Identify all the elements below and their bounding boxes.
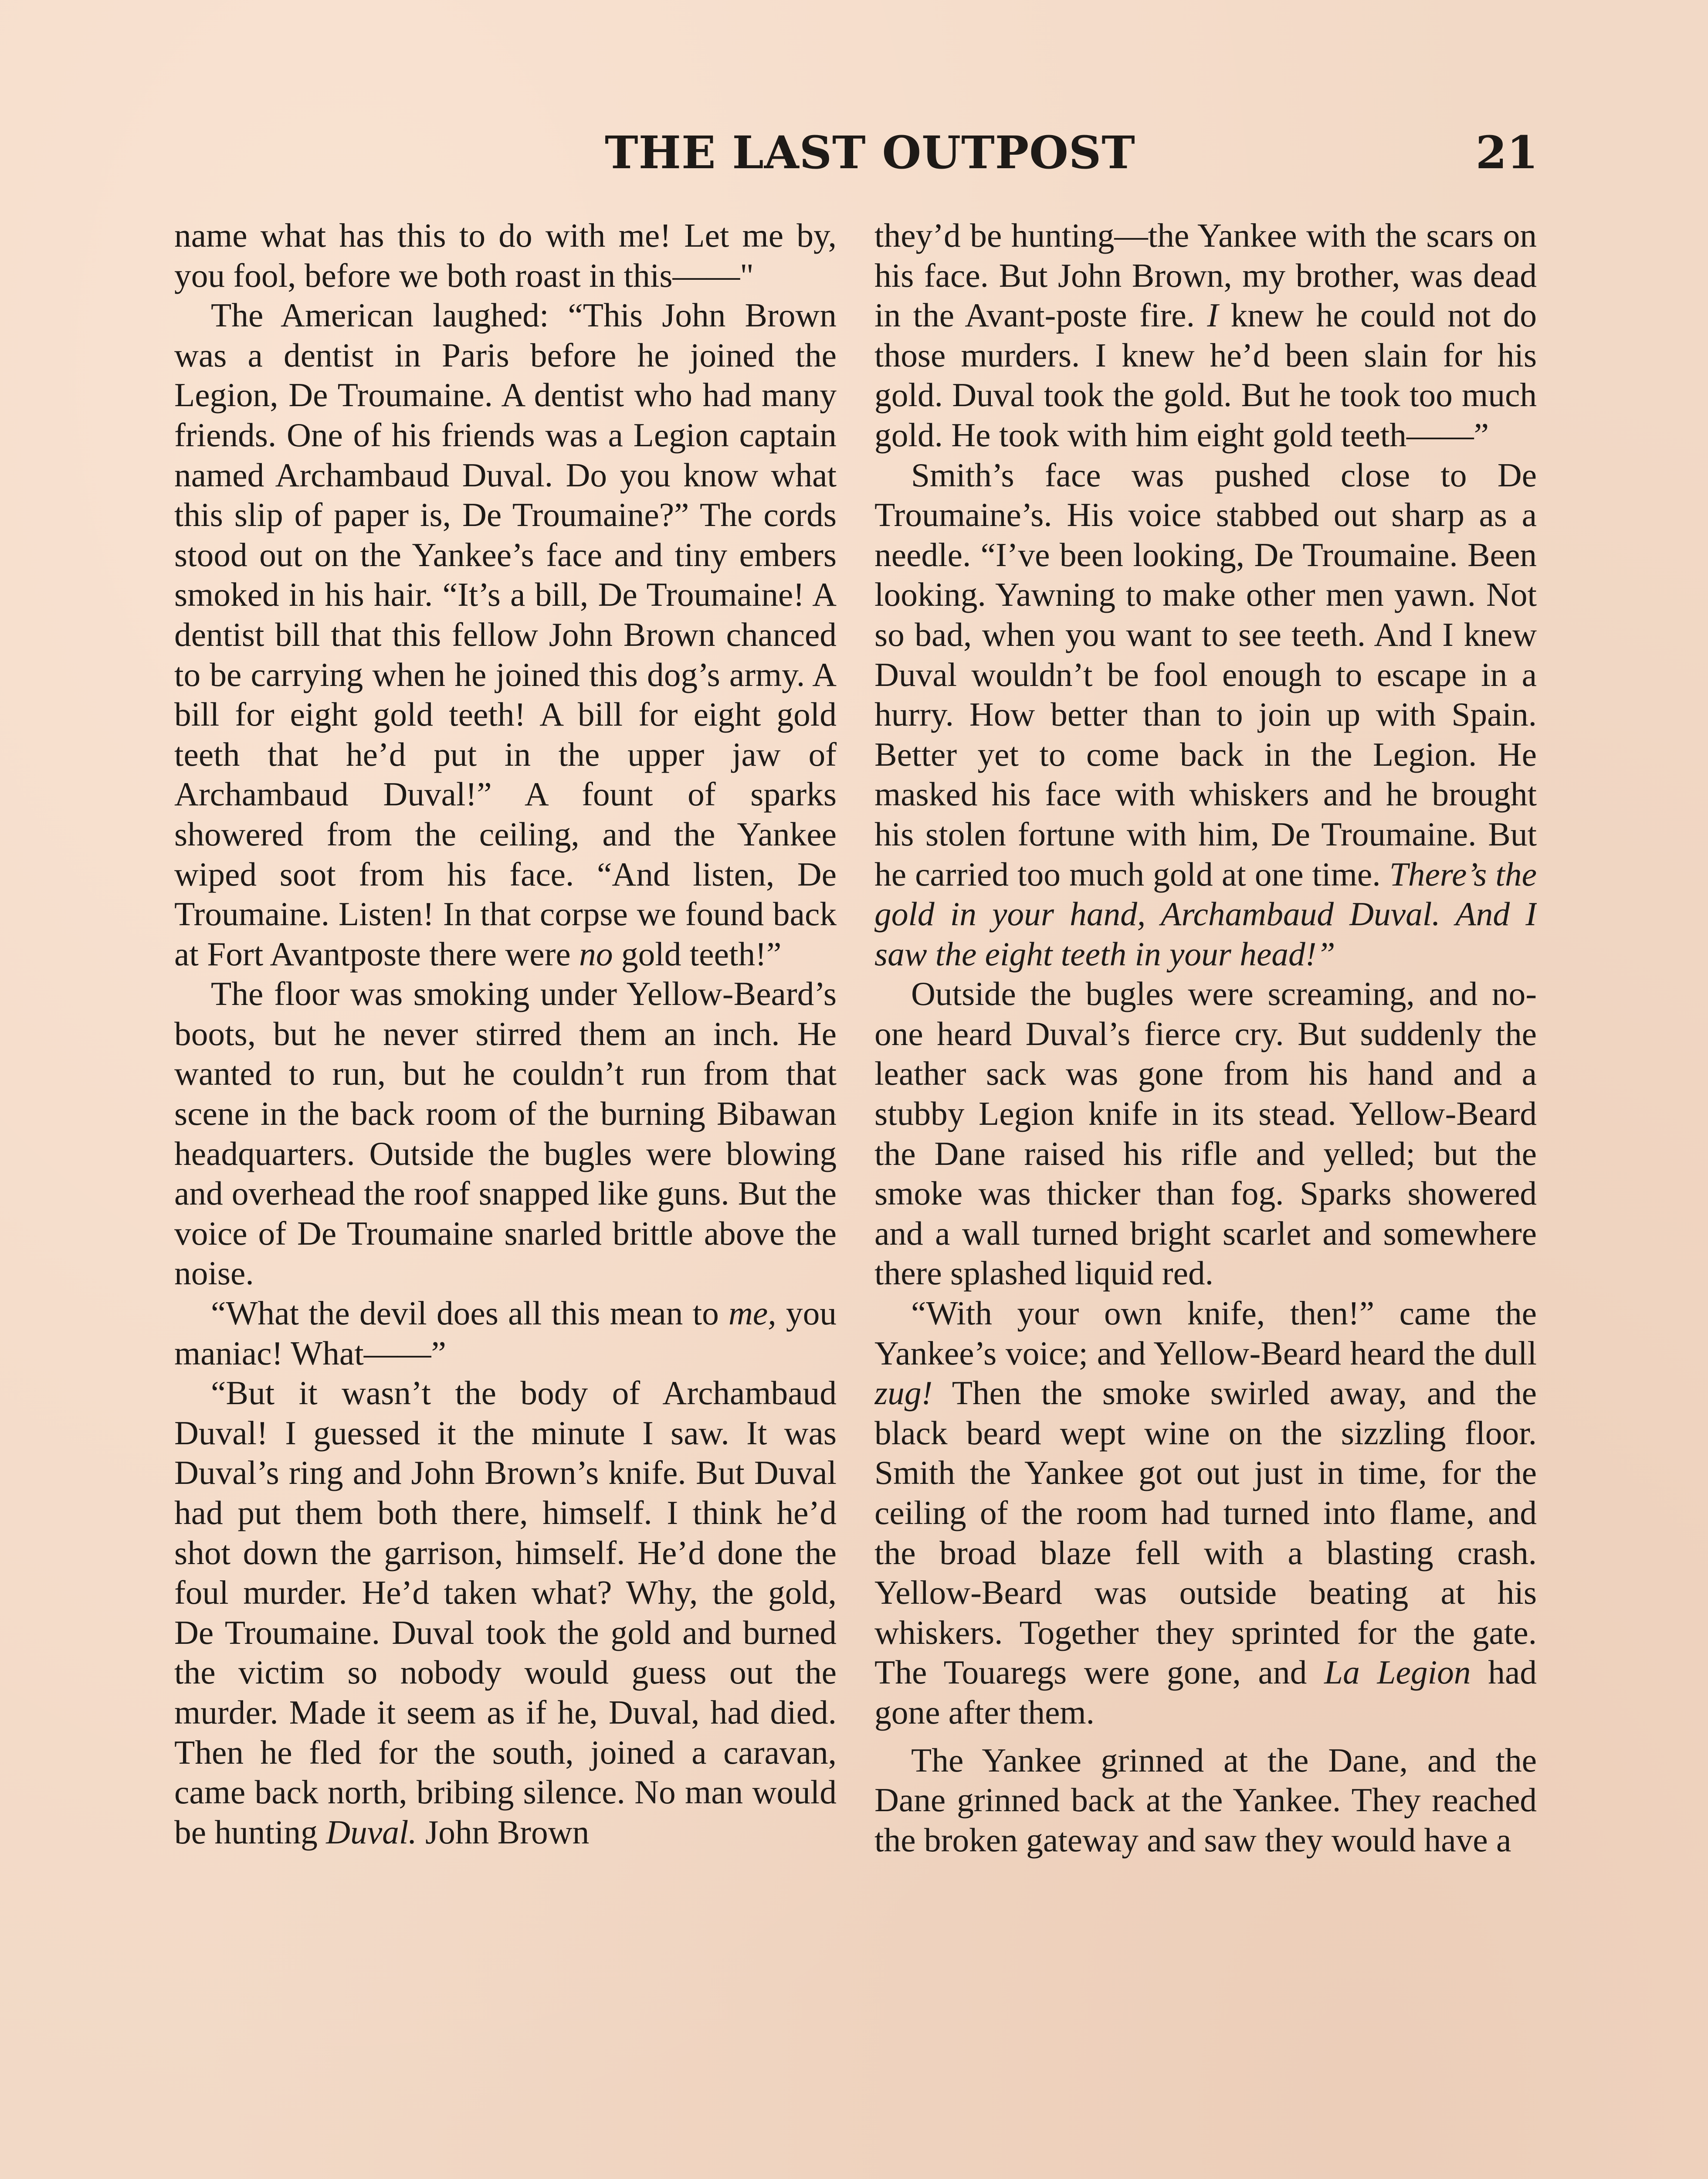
emphasis: me, — [729, 1294, 776, 1332]
left-column — [174, 216, 837, 2179]
paragraph — [874, 216, 1537, 455]
emphasis: There’s the gold in your hand, Archambaud Duval. And I saw the eight teeth in your head!” — [874, 855, 1537, 973]
text-run: The American laughed: “This John Brown was a dentist in Paris before he joined the Legion, De Troumaine. A dentist who had many friends. One of his friends was a Legion captain named Archambaud Duval. Do you know what this slip of paper is, De Troumaine?” The cords stood out on the Yankee’s face and tiny embers smoked in his hair. “It’s a bill, De Troumaine! A dentist bill that this fellow John Brown chanced to be carrying when he joined this dog’s army. A bill for eight gold teeth! A bill for eight gold teeth that he’d put in the upper jaw of Archambaud Duval!” A fount of sparks showered from the ceiling, and the Yankee wiped soot from his face. “And listen, De Troumaine. Listen! In that corpse we found back at Fort Avantposte there were — [174, 296, 837, 973]
text-run: “But it wasn’t the body of Archambaud Duval! I guessed it the minute I saw. It was Duval’s ring and John Brown’s knife. But Duval had put them both there, himself. I think he’d shot down the garrison, himself. He’d done the foul murder. He’d taken what? Why, the gold, De Troumaine. Duval took the gold and burned the victim so nobody would guess out the murder. Made it seem as if he, Duval, had died. Then he fled for the south, joined a caravan, came back north, bribing silence. No man would be hunting — [174, 1374, 837, 1851]
text-run: Then the smoke swirled away, and the black beard wept wine on the sizzling floor. Smith the Yankee got out just in time, for the ceiling of the room had turned into flame, and the broad blaze fell with a blasting crash. Yellow-Beard was outside beating at his whiskers. Together they sprinted for the gate. The Touaregs were gone, and — [874, 1374, 1537, 1691]
text-run: The Yankee grinned at the Dane, and the Dane grinned back at the Yankee. They reached the broken gateway and saw they would have a — [874, 1741, 1537, 1859]
text-run: John Brown — [425, 1813, 590, 1851]
emphasis: I — [1207, 296, 1219, 334]
paragraph — [874, 1293, 1537, 1733]
paragraph — [874, 1741, 1537, 1860]
text-run: Smith’s face was pushed close to De Troumaine’s. His voice stabbed out sharp as a needle. “I’ve been looking, De Troumaine. Been looking. Yawning to make other men yawn. Not so bad, when you want to see teeth. And I knew Duval wouldn’t be fool enough to escape in a hurry. How better than to join up with Spain. Better yet to come back in the Legion. He masked his face with whiskers and he brought his stolen fortune with him, De Troumaine. But he carried too much gold at one time. — [874, 456, 1537, 893]
emphasis: La Legion — [1324, 1653, 1471, 1691]
text-run: you maniac! What——” — [174, 1294, 837, 1372]
text-run: Outside the bugles were screaming, and no-one heard Duval’s fierce cry. But suddenly the leather sack was gone from his hand and a stubby Legion knife in its stead. Yellow-Beard the Dane raised his rifle and yelled; but the smoke was thicker than fog. Sparks showered and a wall turned bright scarlet and somewhere there splashed liquid red. — [874, 975, 1537, 1292]
page-number: 21 — [1475, 126, 1538, 179]
text-run: knew he could not do those murders. I knew he’d been slain for his gold. Duval took the gold. But he took too much gold. He took with him eight gold teeth——” — [874, 296, 1537, 454]
text-run: “What the devil does all this mean to — [211, 1294, 719, 1332]
paragraph — [874, 974, 1537, 1293]
paragraph — [174, 1373, 837, 1852]
paragraph — [174, 1293, 837, 1373]
right-column — [874, 216, 1537, 2179]
emphasis: no — [579, 935, 613, 973]
paragraph — [174, 216, 837, 295]
text-run: had gone after them. — [874, 1653, 1537, 1731]
emphasis: zug! — [874, 1374, 933, 1412]
text-run: they’d be hunting—the Yankee with the scars on his face. But John Brown, my brother, was dead in the Avant-poste fire. — [874, 217, 1537, 334]
emphasis: Duval. — [326, 1813, 417, 1851]
text-run: gold teeth!” — [621, 935, 782, 973]
paragraph — [174, 295, 837, 974]
text-run: “With your own knife, then!” came the Yankee’s voice; and Yellow-Beard heard the dull — [874, 1294, 1537, 1372]
text-run: The floor was smoking under Yellow-Beard’s boots, but he never stirred them an inch. He wanted to run, but he couldn’t run from that scene in the back room of the burning Bibawan headquarters. Outside the bugles were blowing and overhead the roof snapped like guns. But the voice of De Troumaine snarled brittle above the noise. — [174, 975, 837, 1292]
text-run: name what has this to do with me! Let me by, you fool, before we both roast in this——" — [174, 217, 837, 294]
paragraph — [174, 974, 837, 1293]
page-header — [174, 126, 1538, 187]
paragraph — [874, 455, 1537, 974]
running-title: THE LAST OUTPOST — [605, 126, 1135, 179]
